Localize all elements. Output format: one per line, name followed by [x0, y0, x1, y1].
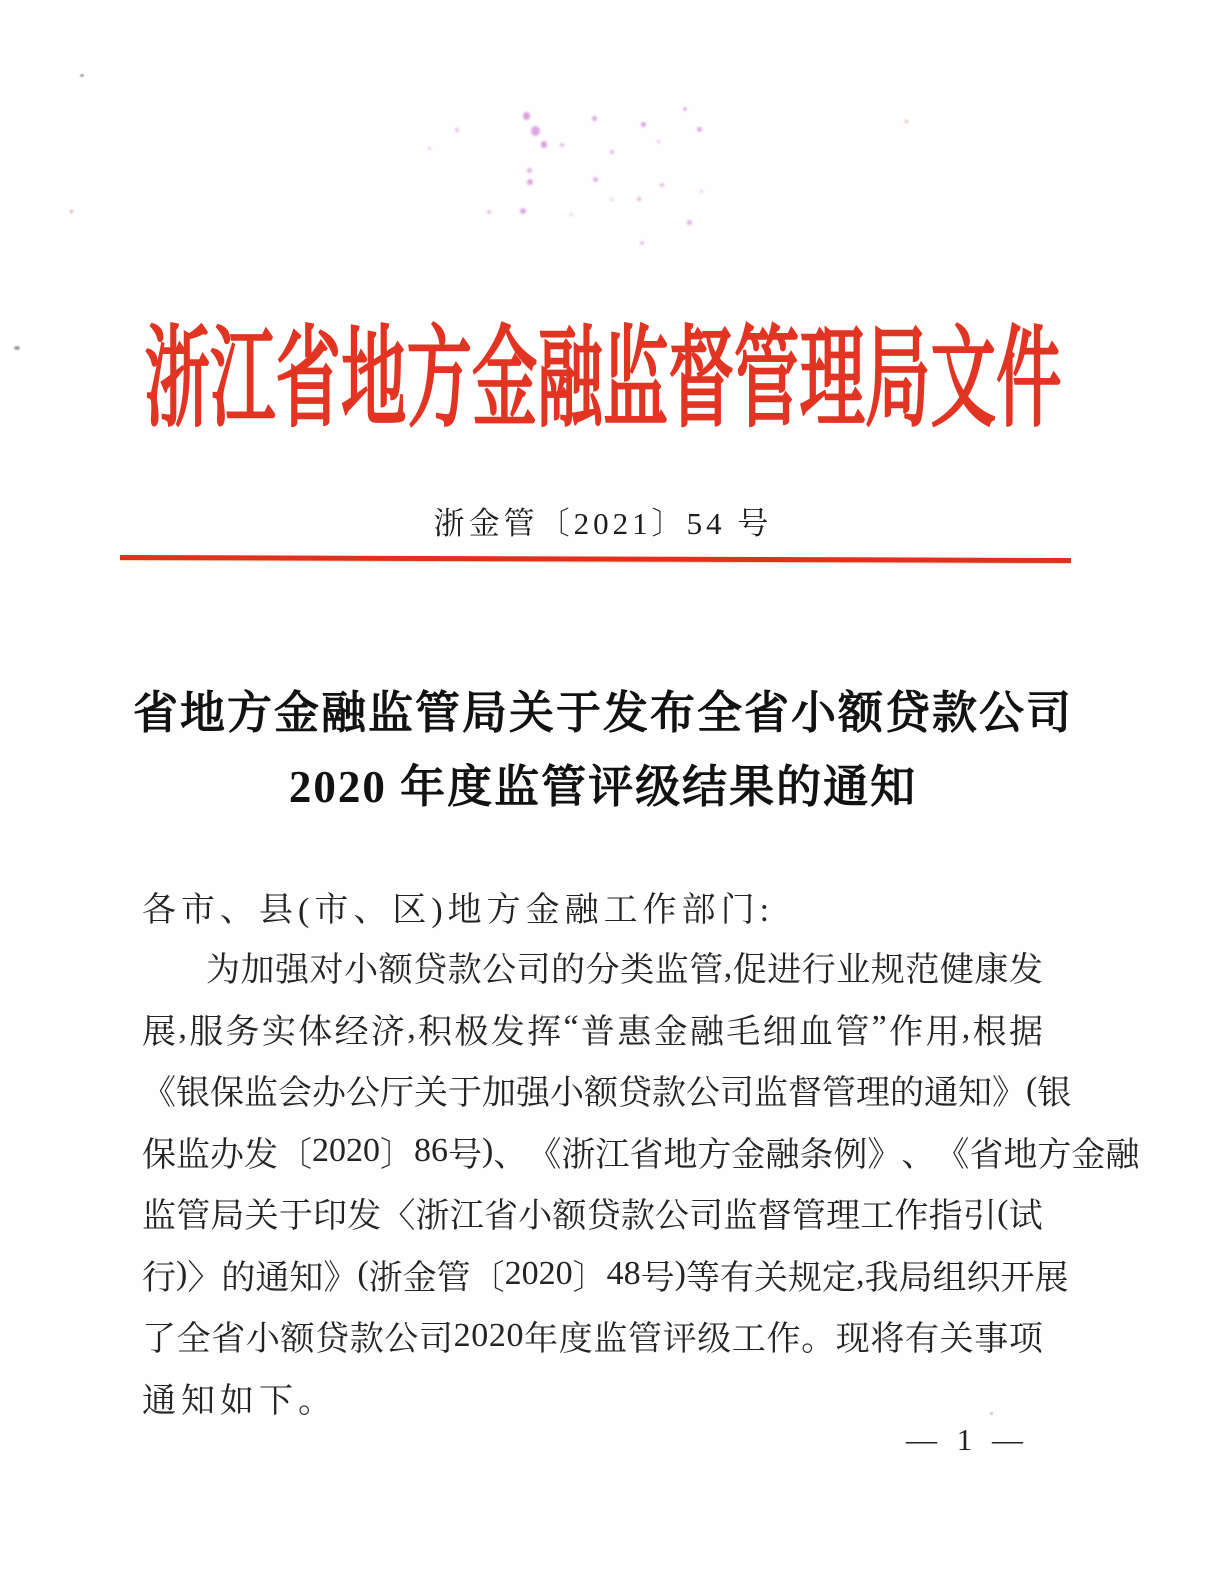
stamp-speck	[531, 126, 540, 136]
stamp-speck	[570, 213, 573, 216]
stamp-speck	[593, 177, 598, 182]
body-line: 展 , 服 务 实 体 经 济 , 积 极 发 挥 “ 普 惠 金 融 毛 细 血 管 ” 作 用 , 根 据	[142, 1009, 1043, 1051]
letterhead	[0, 308, 1206, 441]
stamp-speck	[455, 128, 459, 132]
stamp-speck	[660, 183, 664, 187]
body-line: 通知如下。	[142, 1382, 337, 1420]
stamp-speck	[428, 147, 431, 150]
body-line: 为 加 强 对 小 额 贷 款 公 司 的 分 类 监 管 , 促 进 行 业 规 范 健 康 发	[206, 947, 1043, 990]
stamp-speck	[640, 241, 644, 245]
stamp-speck	[592, 116, 597, 121]
stamp-speck	[641, 122, 646, 127]
scan-speck	[80, 74, 84, 77]
body-paragraph	[142, 936, 1140, 1428]
document-number: 浙金管〔2021〕54 号	[433, 506, 773, 541]
stamp-speck	[700, 190, 703, 193]
letterhead-divider-rule	[120, 555, 1071, 563]
document-title-line-2: 2020 年度监管评级结果的通知	[288, 762, 918, 812]
stamp-speck	[637, 197, 641, 201]
stamp-speck	[527, 179, 533, 185]
stamp-speck	[610, 150, 614, 154]
document-title-line-1: 省地方金融监管局关于发布全省小额贷款公司	[132, 688, 1073, 738]
stamp-speck	[560, 143, 564, 147]
scan-speck	[905, 120, 908, 123]
stamp-speck	[610, 198, 613, 201]
body-line: 保 监 办 发 〔 2 0 2 0 〕 8 6 号 ) 、 《 浙 江 省 地 方 金 融 条 例 》 、 《 省 地 方 金 融	[142, 1132, 1140, 1174]
stamp-speck	[657, 140, 660, 143]
stamp-speck	[523, 112, 530, 120]
stamp-speck	[520, 208, 526, 214]
stamp-speck	[487, 210, 491, 214]
agency-title: 浙江省地方金融监督管理局文件	[144, 318, 1062, 441]
stamp-speck	[683, 107, 687, 111]
body-line: 监 管 局 关 于 印 发 〈 浙 江 省 小 额 贷 款 公 司 监 督 管 理 工 作 指 引 ( 试	[142, 1193, 1043, 1236]
document-title	[0, 676, 1206, 824]
stamp-speck	[687, 220, 692, 225]
page-number: — 1 —	[906, 1422, 1029, 1457]
stamp-speck	[697, 127, 702, 132]
scan-speck	[70, 210, 73, 213]
body-line: 行 ) 〉 的 通 知 》 ( 浙 金 管 〔 2 0 2 0 〕 4 8 号 ) 等 有 关 规 定 , 我 局 组 织 开 展	[142, 1255, 1069, 1297]
salutation: 各市、县(市、区)地方金融工作部门:	[142, 892, 775, 929]
body-line: 了 全 省 小 额 贷 款 公 司 2 0 2 0 年 度 监 管 评 级 工 作 。 现 将 有 关 事 项	[142, 1316, 1043, 1359]
stamp-speck	[527, 168, 532, 173]
body-line: 《 银 保 监 会 办 公 厅 关 于 加 强 小 额 贷 款 公 司 监 督 管 理 的 通 知 》 ( 银	[142, 1070, 1072, 1113]
stamp-speck	[541, 141, 547, 148]
